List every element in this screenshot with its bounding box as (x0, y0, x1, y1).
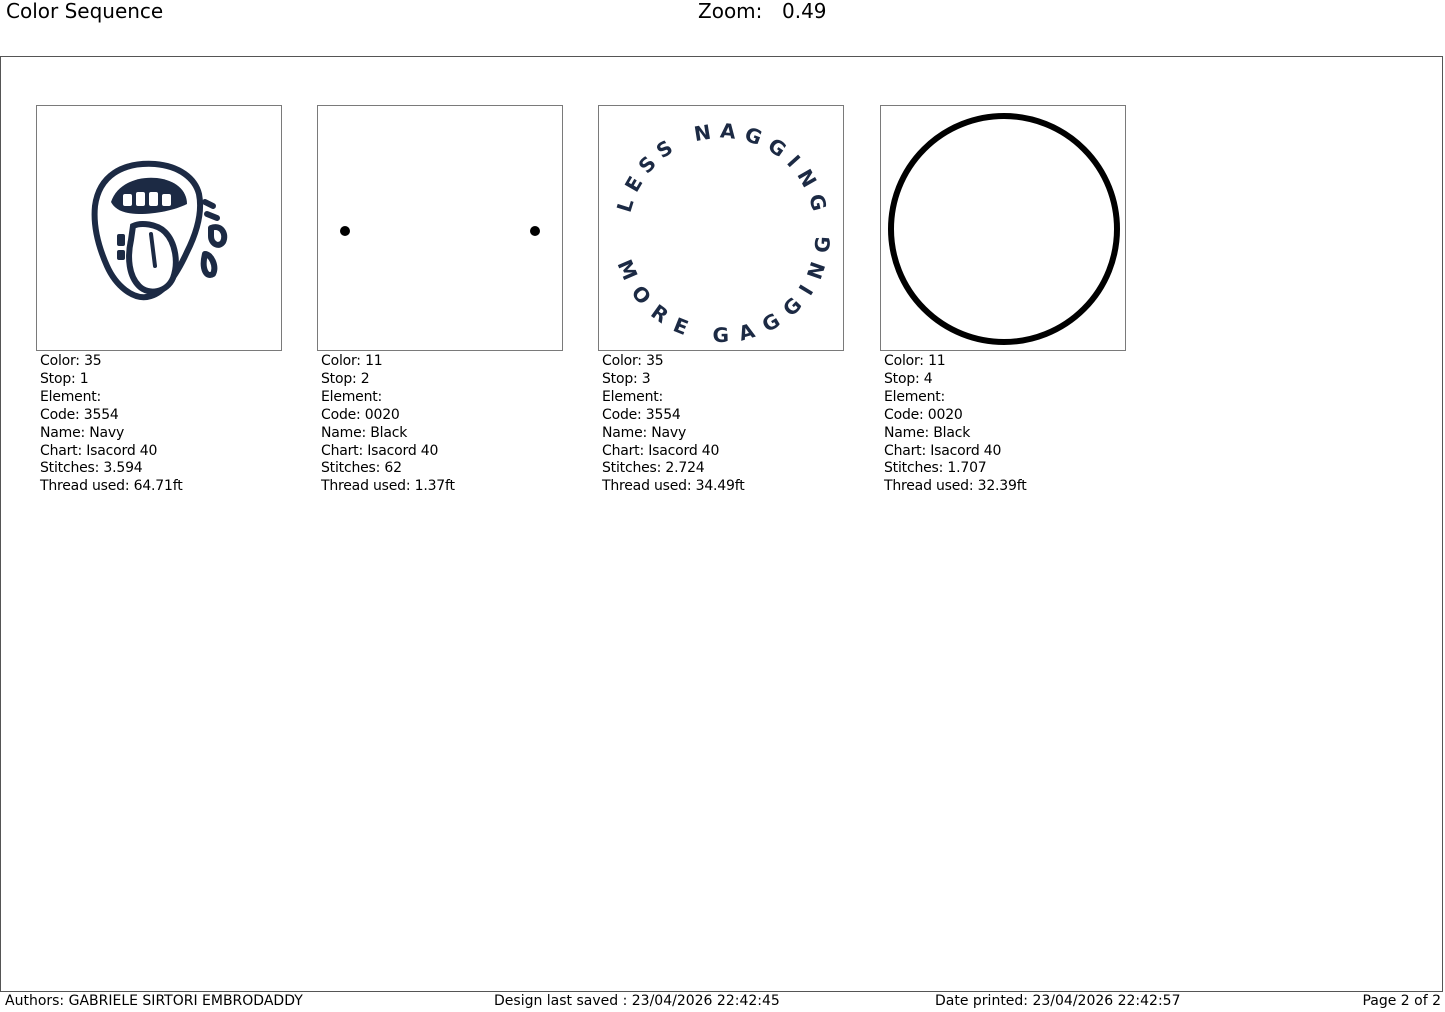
color-number: Color: 35 (40, 353, 102, 369)
circle-outline-icon (881, 106, 1127, 352)
thread-used: Thread used: 1.37ft (321, 478, 455, 495)
thread-name: Name: Black (321, 424, 408, 441)
thread-chart: Chart: Isacord 40 (602, 442, 720, 459)
thread-chart: Chart: Isacord 40 (40, 442, 158, 459)
circular-text-icon (599, 106, 845, 352)
stop-number: Stop: 4 (884, 370, 933, 387)
stop-number: Stop: 3 (602, 370, 651, 387)
svg-text:MORE GAGGING (612, 228, 835, 348)
color-number: Color: 11 (884, 353, 946, 369)
page-footer (0, 992, 1445, 1012)
stop-preview-3 (598, 105, 844, 351)
color-stop-card-1[interactable] (36, 105, 282, 496)
color-stop-card-2[interactable] (317, 105, 563, 496)
thread-name: Name: Black (884, 424, 971, 441)
thread-name: Name: Navy (602, 424, 687, 441)
element-label: Element: (884, 388, 946, 405)
color-stop-card-4[interactable] (880, 105, 1126, 496)
stop-preview-4 (880, 105, 1126, 351)
stitch-count: Stitches: 2.724 (602, 460, 705, 477)
thread-name: Name: Navy (40, 424, 125, 441)
stop-info-3 (598, 353, 844, 496)
stop-preview-1 (36, 105, 282, 351)
thread-code: Code: 0020 (321, 406, 400, 423)
page-number: Page 2 of 2 (1362, 993, 1441, 1009)
stop-info-1 (36, 353, 282, 496)
zoom-value: 0.49 (782, 0, 827, 23)
thread-code: Code: 3554 (602, 406, 681, 423)
thread-used: Thread used: 64.71ft (40, 478, 183, 495)
lips-tongue-icon (37, 106, 283, 352)
color-number: Color: 11 (321, 353, 383, 369)
stop-number: Stop: 2 (321, 370, 370, 387)
thread-chart: Chart: Isacord 40 (321, 442, 439, 459)
arc-top-text: LESS NAGGING (611, 118, 834, 221)
svg-text:LESS NAGGING (612, 118, 834, 221)
date-printed-text: Date printed: 23/04/2026 22:42:57 (935, 993, 1181, 1009)
thread-code: Code: 0020 (884, 406, 963, 423)
stop-info-2 (317, 353, 563, 496)
color-stop-card-3[interactable] (598, 105, 844, 496)
stitch-count: Stitches: 1.707 (884, 460, 987, 477)
thread-used: Thread used: 34.49ft (602, 478, 745, 495)
last-saved-text: Design last saved : 23/04/2026 22:42:45 (494, 993, 780, 1009)
two-dots-icon (318, 106, 564, 352)
thread-chart: Chart: Isacord 40 (884, 442, 1002, 459)
stop-info-4 (880, 353, 1126, 496)
color-number: Color: 35 (602, 353, 664, 369)
stop-preview-2 (317, 105, 563, 351)
thread-used: Thread used: 32.39ft (884, 478, 1027, 495)
element-label: Element: (321, 388, 383, 405)
stitch-count: Stitches: 62 (321, 460, 402, 477)
element-label: Element: (40, 388, 102, 405)
thread-code: Code: 3554 (40, 406, 119, 423)
element-label: Element: (602, 388, 664, 405)
zoom-label: Zoom: (698, 0, 763, 23)
arc-bottom-text: MORE GAGGING (612, 227, 836, 348)
page-title: Color Sequence (6, 0, 164, 23)
stitch-count: Stitches: 3.594 (40, 460, 143, 477)
authors-text: Authors: GABRIELE SIRTORI EMBRODADDY (5, 993, 303, 1009)
stop-number: Stop: 1 (40, 370, 89, 387)
